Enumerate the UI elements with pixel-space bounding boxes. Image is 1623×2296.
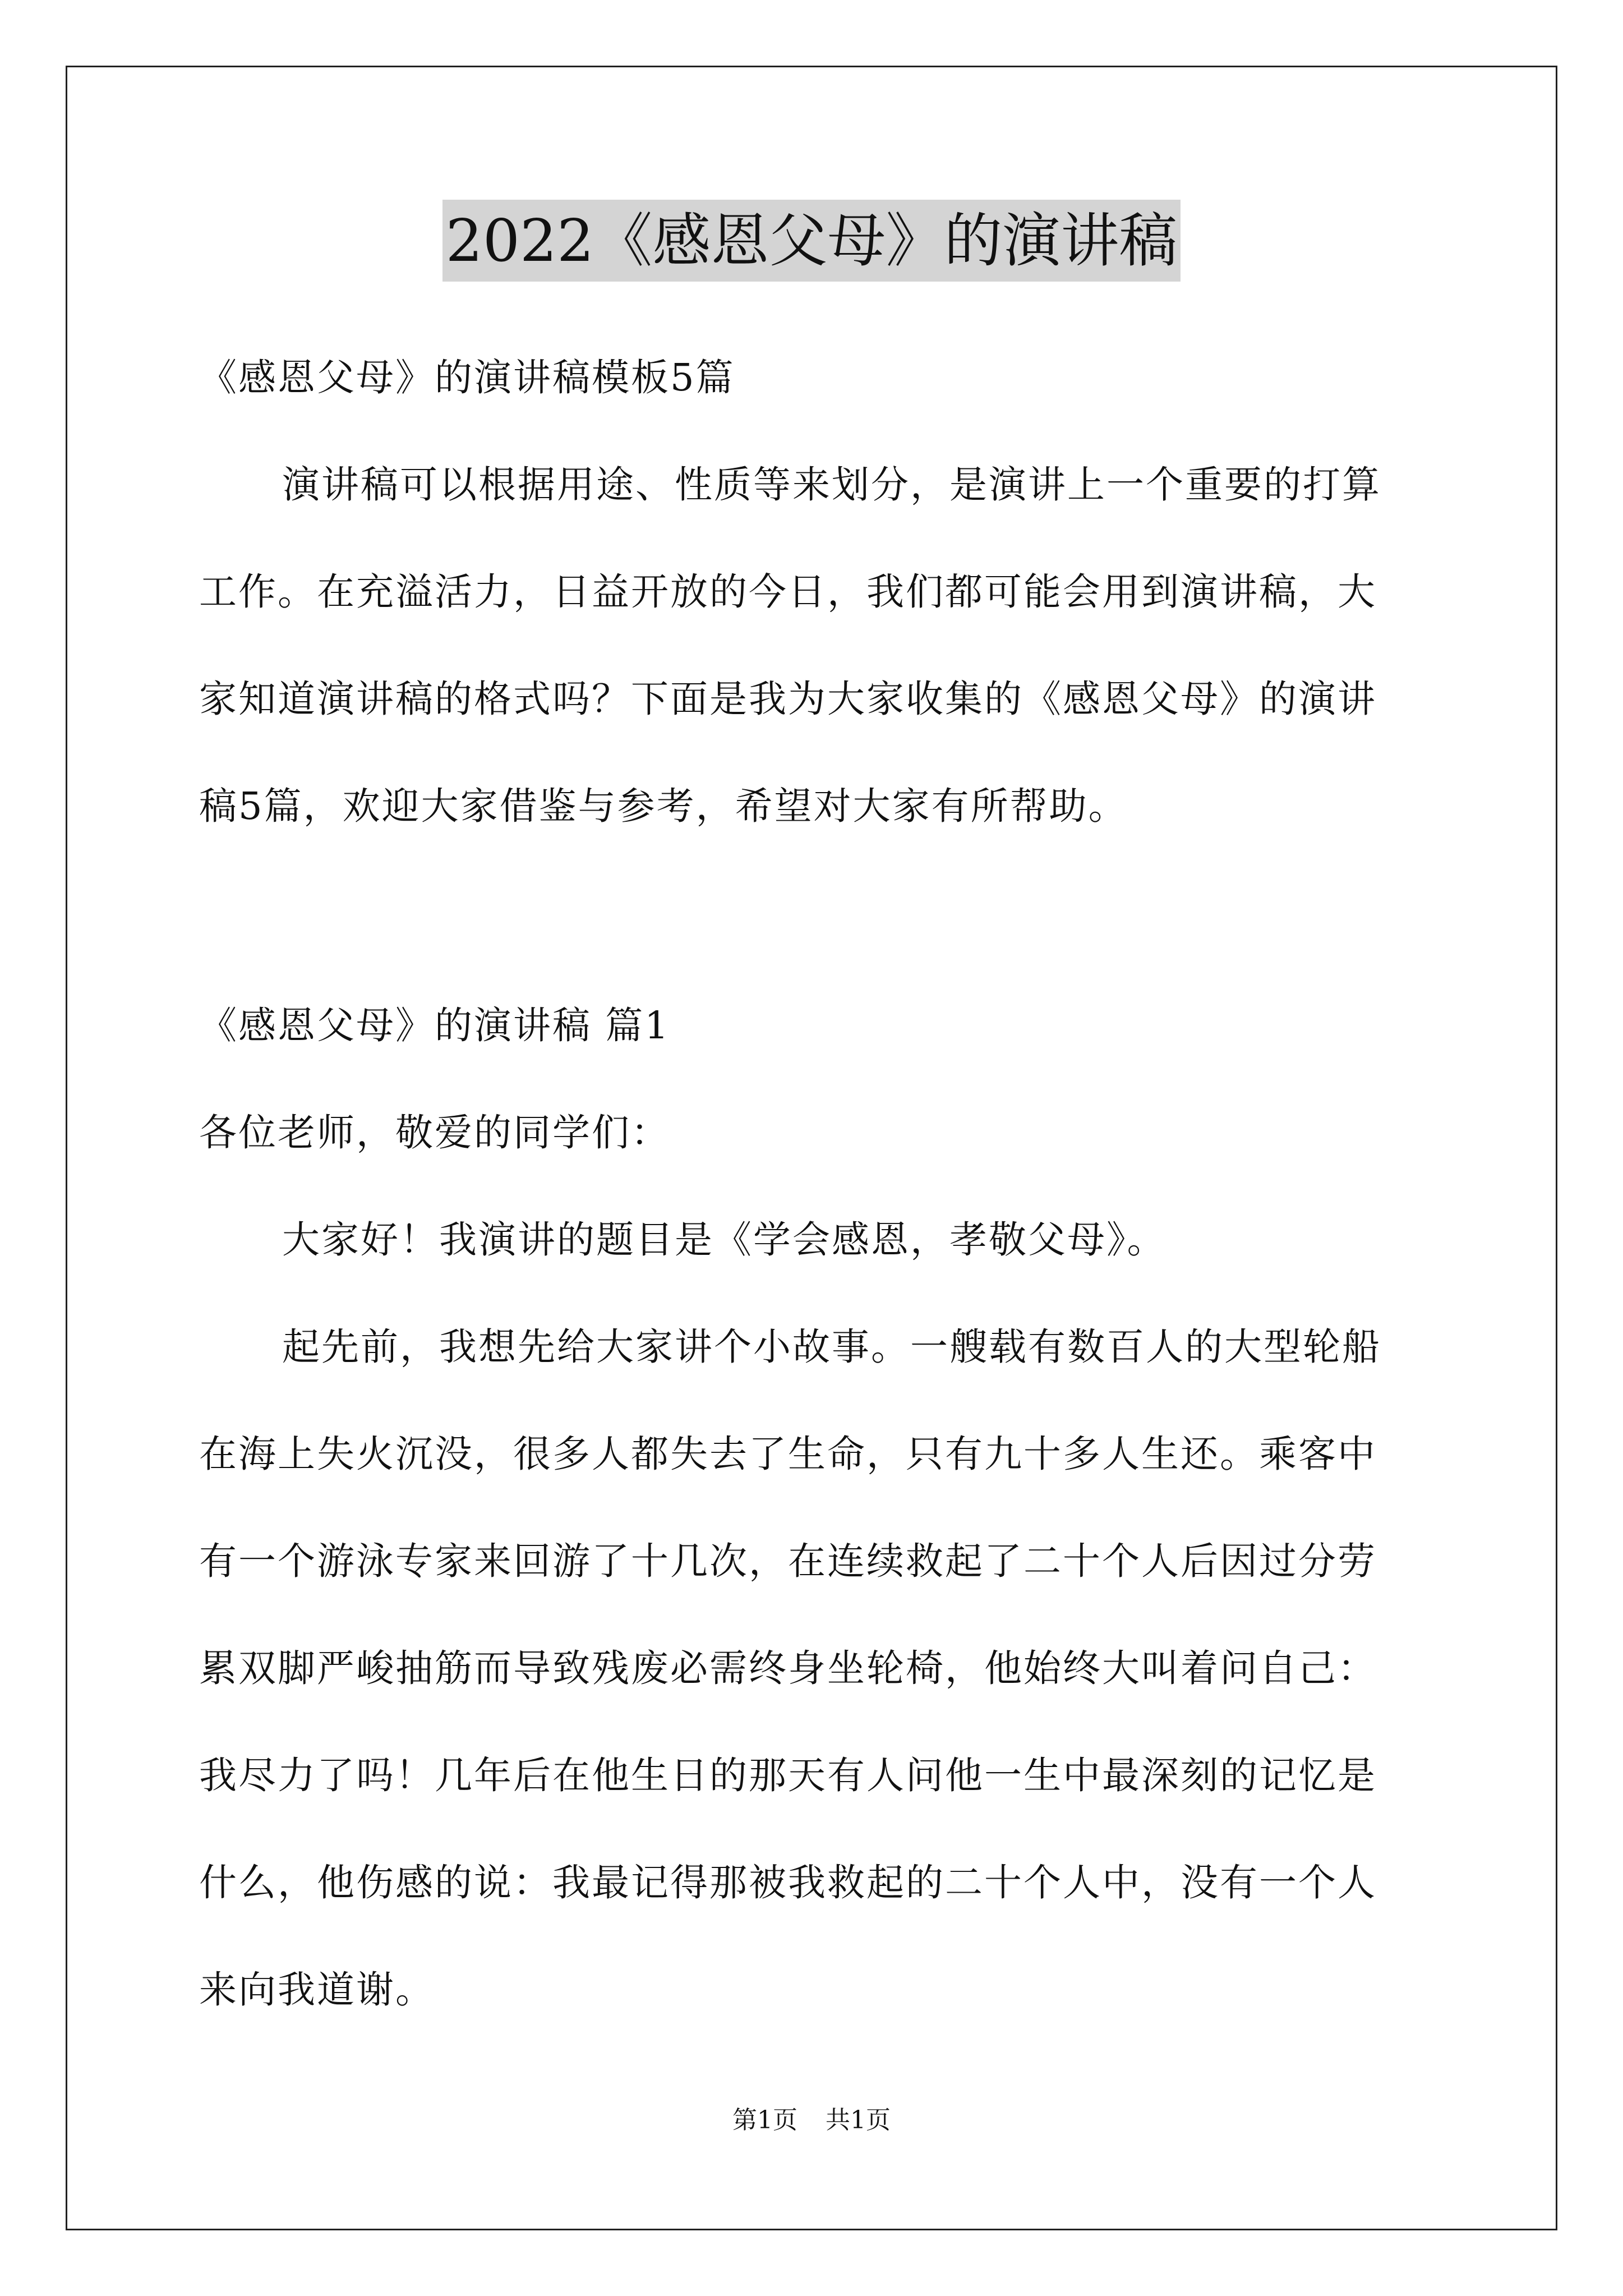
page-total: 共1页 [826, 2106, 891, 2134]
page-footer [0, 2104, 1623, 2137]
intro-line: 家知道演讲稿的格式吗？下面是我为大家收集的《感恩父母》的演讲 [199, 677, 1377, 721]
intro-line: 稿5篇，欢迎大家借鉴与参考，希望对大家有所帮助。 [199, 784, 1128, 828]
story-line: 起先前，我想先给大家讲个小故事。一艘载有数百人的大型轮船 [282, 1325, 1381, 1369]
story-line: 累双脚严峻抽筋而导致残废必需终身坐轮椅，他始终大叫着问自己： [199, 1646, 1377, 1690]
greeting: 大家好！我演讲的题目是《学会感恩，孝敬父母》。 [282, 1218, 1166, 1262]
document-title: 2022《感恩父母》的演讲稿 [442, 200, 1181, 282]
story-line: 在海上失火沉没，很多人都失去了生命，只有九十多人生还。乘客中 [199, 1432, 1377, 1476]
story-line: 我尽力了吗！几年后在他生日的那天有人问他一生中最深刻的记忆是 [199, 1754, 1377, 1797]
story-line: 有一个游泳专家来回游了十几次，在连续救起了二十个人后因过分劳 [199, 1539, 1377, 1583]
intro-line: 工作。在充溢活力，日益开放的今日，我们都可能会用到演讲稿，大 [199, 570, 1377, 614]
story-line: 什么，他伤感的说：我最记得那被我救起的二十个人中，没有一个人 [199, 1861, 1377, 1904]
subtitle: 《感恩父母》的演讲稿模板5篇 [199, 356, 735, 399]
story-line: 来向我道谢。 [199, 1968, 435, 2012]
title-block [0, 200, 1623, 282]
salutation: 各位老师，敬爱的同学们： [199, 1111, 670, 1154]
page-number: 第1页 [732, 2106, 797, 2134]
section-heading: 《感恩父母》的演讲稿 篇1 [199, 1004, 670, 1047]
intro-line: 演讲稿可以根据用途、性质等来划分，是演讲上一个重要的打算 [282, 463, 1381, 507]
